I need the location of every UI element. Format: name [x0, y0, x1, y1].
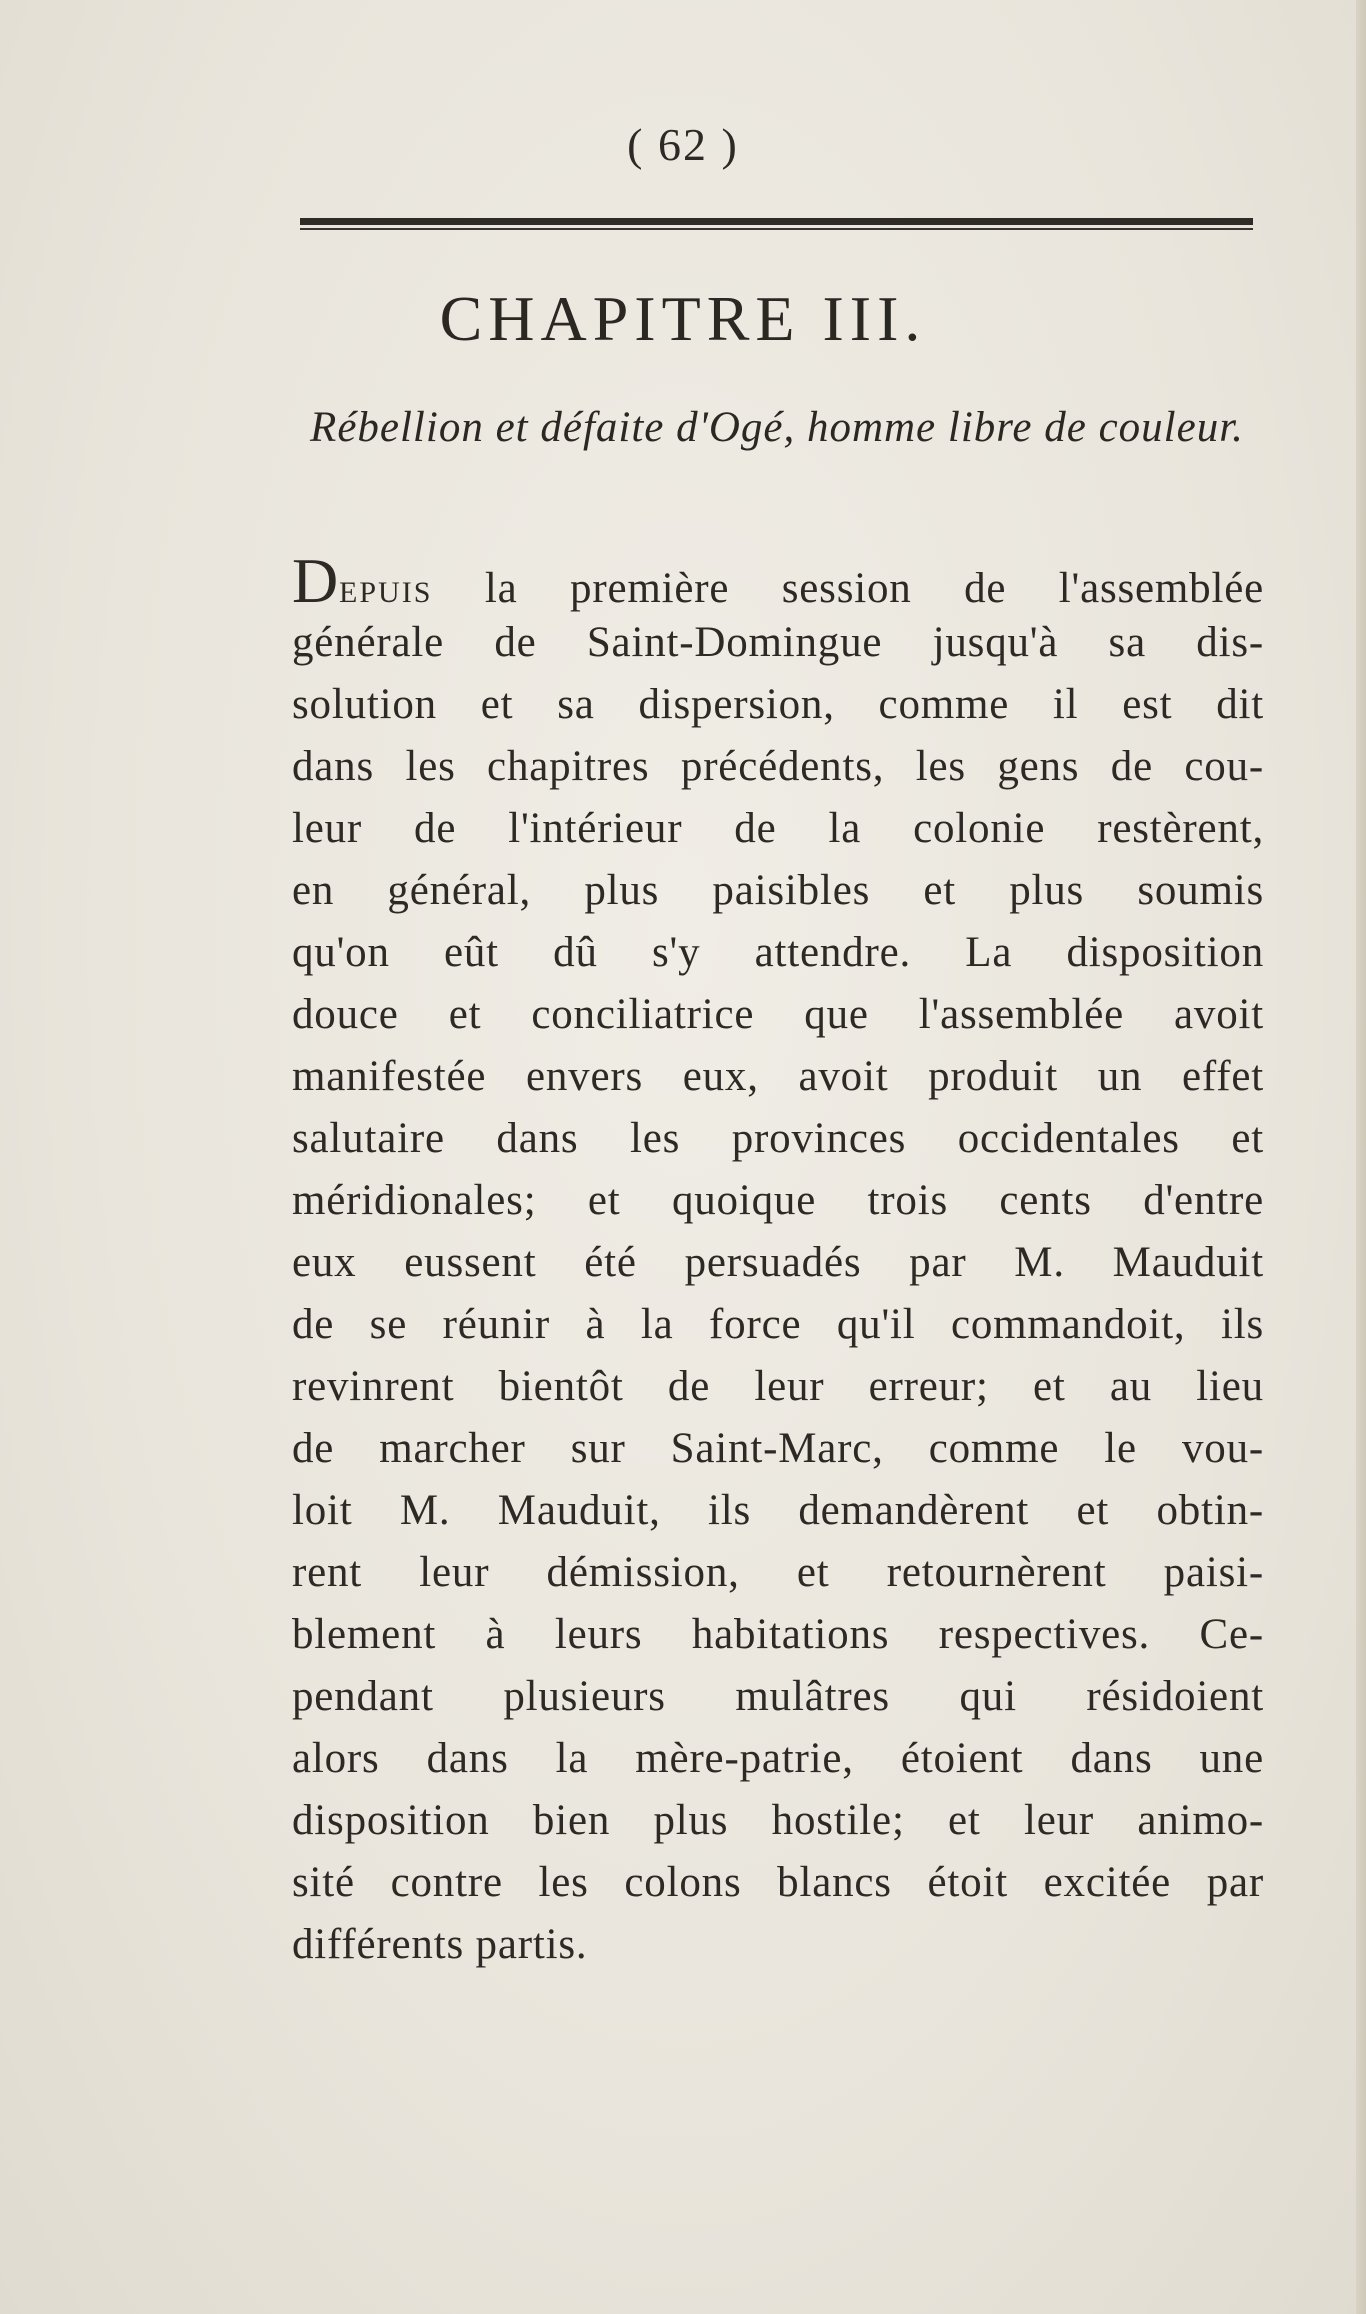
body-line: douce et conciliatrice que l'assemblée avoit — [292, 991, 1264, 1038]
body-line: de se réunir à la force qu'il commandoit, ils — [292, 1301, 1264, 1348]
body-line: dans les chapitres précédents, les gens de cou- — [292, 743, 1264, 790]
body-line: blement à leurs habitations respectives. Ce- — [292, 1611, 1264, 1658]
body-line: alors dans la mère-patrie, étoient dans une — [292, 1735, 1264, 1782]
header-rule-thin — [300, 228, 1253, 230]
body-line: eux eussent été persuadés par M. Mauduit — [292, 1239, 1264, 1286]
body-line: manifestée envers eux, avoit produit un effet — [292, 1053, 1264, 1100]
body-line: de marcher sur Saint-Marc, comme le vou- — [292, 1425, 1264, 1472]
chapter-subtitle: Rébellion et défaite d'Ogé, homme libre de couleur. — [310, 404, 1244, 451]
header-rule-thick — [300, 218, 1253, 225]
body-line: rent leur démission, et retournèrent paisi- — [292, 1549, 1264, 1596]
small-caps-word: epuis — [339, 565, 433, 612]
drop-cap: D — [292, 545, 340, 616]
body-line: salutaire dans les provinces occidentales et — [292, 1115, 1264, 1162]
body-line: revinrent bientôt de leur erreur; et au lieu — [292, 1363, 1264, 1410]
body-line: en général, plus paisibles et plus soumis — [292, 867, 1264, 914]
body-line: loit M. Mauduit, ils demandèrent et obtin- — [292, 1487, 1264, 1534]
body-line: pendant plusieurs mulâtres qui résidoient — [292, 1673, 1264, 1720]
body-text — [292, 545, 1264, 1976]
body-line: solution et sa dispersion, comme il est dit — [292, 681, 1264, 728]
body-line: la première session de l'assemblée — [432, 565, 1264, 612]
body-line: leur de l'intérieur de la colonie restèrent, — [292, 805, 1264, 852]
body-line: sité contre les colons blancs étoit excitée par — [292, 1859, 1264, 1906]
body-line: disposition bien plus hostile; et leur animo- — [292, 1797, 1264, 1844]
chapter-title: CHAPITRE III. — [439, 283, 927, 354]
body-line: qu'on eût dû s'y attendre. La disposition — [292, 929, 1264, 976]
body-line-first — [292, 545, 1264, 616]
body-line: méridionales; et quoique trois cents d'entre — [292, 1177, 1264, 1224]
page-number: ( 62 ) — [627, 119, 739, 170]
body-line: générale de Saint-Domingue jusqu'à sa dis- — [292, 619, 1264, 666]
body-line-last: différents partis. — [292, 1921, 588, 1968]
header-rule — [300, 218, 1253, 232]
